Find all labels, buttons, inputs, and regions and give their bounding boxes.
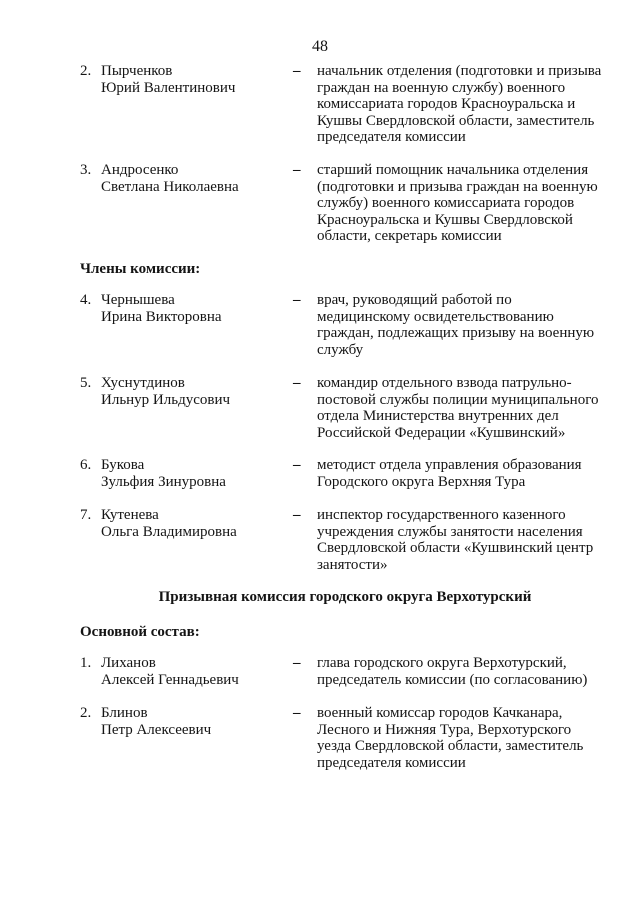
entry-dash: – xyxy=(293,162,301,178)
entry-dash: – xyxy=(293,507,301,523)
commission-title: Призывная комиссия городского округа Верхотурский xyxy=(158,589,532,605)
member-position: старший помощник начальника отделения (подготовки и призыва граждан на военную службу) военного комиссариата городов Красноуральска и Кушвы Свердловской области, секретарь комиссии xyxy=(317,162,598,244)
entry-number: 5. xyxy=(80,375,92,391)
entry-dash: – xyxy=(293,457,301,473)
entry-dash: – xyxy=(293,63,301,79)
entry-dash: – xyxy=(293,705,301,721)
entry-dash: – xyxy=(293,292,301,308)
member-name: Пырченков Юрий Валентинович xyxy=(101,63,236,96)
member-position: врач, руководящий работой по медицинскому освидетельствованию граждан, подлежащих призыву на военную службу xyxy=(317,292,595,358)
member-name: Чернышева Ирина Викторовна xyxy=(101,292,222,325)
main-composition-heading: Основной состав: xyxy=(80,624,200,640)
page-number: 48 xyxy=(312,38,328,55)
member-name: Блинов Петр Алексеевич xyxy=(101,705,212,738)
entry-dash: – xyxy=(293,655,301,671)
member-name: Андросенко Светлана Николаевна xyxy=(101,162,239,195)
member-name: Хуснутдинов Ильнур Ильдусович xyxy=(101,375,231,408)
member-position: начальник отделения (подготовки и призыва граждан на военную службу) военного комиссариата городов Красноуральска и Кушвы Свердловской области, заместитель председателя комиссии xyxy=(317,63,602,145)
member-name: Кутенева Ольга Владимировна xyxy=(101,507,237,540)
member-position: военный комиссар городов Качканара, Лесного и Нижняя Тура, Верхотурского уезда Свердловской области, заместитель председателя комиссии xyxy=(317,705,584,771)
entry-number: 3. xyxy=(80,162,92,178)
entry-number: 7. xyxy=(80,507,92,523)
members-heading: Члены комиссии: xyxy=(80,261,201,277)
member-name: Букова Зульфия Зинуровна xyxy=(101,457,226,490)
entry-number: 2. xyxy=(80,63,92,79)
entry-number: 1. xyxy=(80,655,92,671)
member-position: инспектор государственного казенного учреждения службы занятости населения Свердловской области «Кушвинский центр занятости» xyxy=(317,507,594,573)
entry-number: 4. xyxy=(80,292,92,308)
member-position: командир отдельного взвода патрульно- постовой службы полиции муниципального отдела Министерства внутренних дел Российской Федерации «Кушвинский» xyxy=(317,375,599,441)
member-position: методист отдела управления образования Городского округа Верхняя Тура xyxy=(317,457,582,490)
entry-number: 6. xyxy=(80,457,92,473)
entry-number: 2. xyxy=(80,705,92,721)
member-position: глава городского округа Верхотурский, председатель комиссии (по согласованию) xyxy=(317,655,588,688)
member-name: Лиханов Алексей Геннадьевич xyxy=(101,655,239,688)
entry-dash: – xyxy=(293,375,301,391)
